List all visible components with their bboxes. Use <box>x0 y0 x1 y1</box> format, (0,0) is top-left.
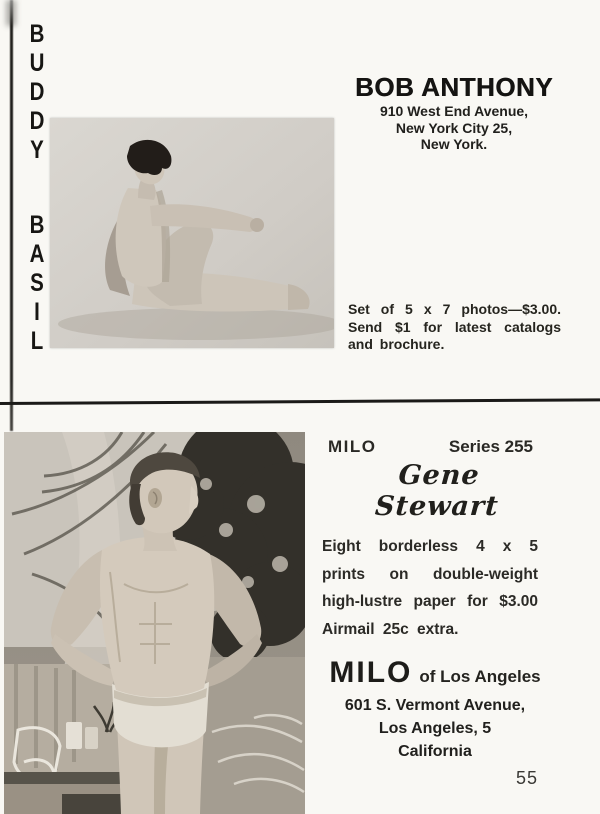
address-line: New York City 25, <box>395 119 513 136</box>
book-spine-line <box>10 0 13 431</box>
vertical-name-letter: Y <box>30 136 44 164</box>
section-divider-rule <box>0 398 600 404</box>
address-line: 601 S. Vermont Avenue, <box>344 697 526 714</box>
studio-name-line <box>310 656 560 690</box>
address-line: Los Angeles, 5 <box>378 720 492 737</box>
vertical-name-letter: D <box>29 107 45 135</box>
page-number: 55 <box>516 768 539 788</box>
photo-poolside-model <box>4 432 305 814</box>
bottom-ad-header-row <box>328 437 533 457</box>
vertical-name-letter: A <box>29 240 45 268</box>
vertical-name-letter: B <box>29 20 45 48</box>
poolside-model-illustration <box>4 432 305 814</box>
address-line: 910 West End Avenue, <box>379 103 529 119</box>
top-ad-header <box>340 72 568 153</box>
vertical-name-letter: D <box>29 78 45 106</box>
top-ad-offer-text: Set of 5 x 7 photos—$3.00. Send $1 for latest catalogs and brochure. <box>348 301 561 352</box>
vertical-name-letter: B <box>29 211 45 239</box>
vertical-name-letter: L <box>30 327 44 355</box>
vertical-name-letter: I <box>34 298 40 326</box>
vertical-name-letter: S <box>30 269 44 297</box>
address-line: California <box>398 743 472 760</box>
studio-name-milo: MILO <box>329 656 413 689</box>
vertical-name-gap <box>24 169 50 215</box>
vertical-name-letter: U <box>29 49 45 77</box>
photo-seated-model <box>50 118 334 348</box>
brand-label: MILO <box>328 437 377 456</box>
address-line: New York. <box>420 136 488 152</box>
model-name-gene-stewart: Gene Stewart <box>374 460 500 522</box>
studio-name-bob-anthony: BOB ANTHONY <box>354 72 554 102</box>
series-label: Series 255 <box>448 437 533 456</box>
bottom-ad-offer-text: Eight borderless 4 x 5 prints on double-weight high-lustre paper for $3.00 Airmail 25c extra. <box>322 538 538 638</box>
studio-address-block <box>310 656 560 763</box>
studio-name-suffix: of Los Angeles <box>419 667 541 686</box>
vertical-model-name <box>24 20 50 360</box>
seated-model-illustration <box>50 118 334 348</box>
